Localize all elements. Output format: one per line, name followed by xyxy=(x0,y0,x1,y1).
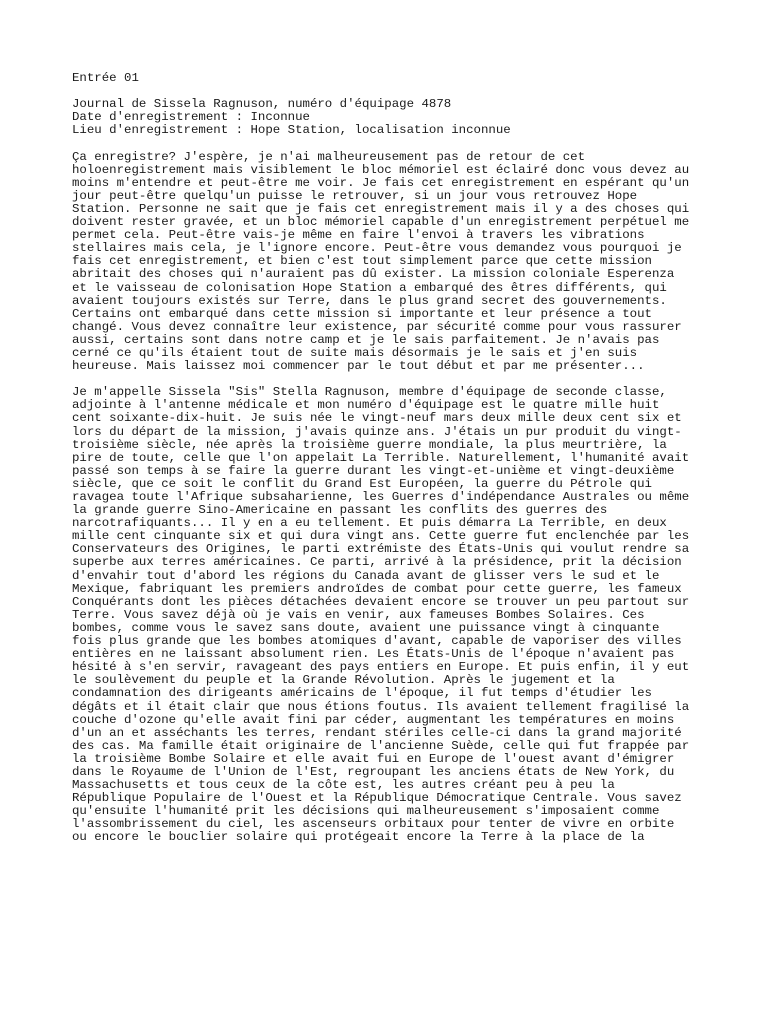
paragraph-line: doivent rester gravée, et un bloc mémoriel capable d'un enregistrement perpétuel me xyxy=(72,215,690,230)
paragraph-line: Station. Personne ne sait que je fais cet enregistrement mais il y a des choses qui xyxy=(72,201,690,216)
paragraph-line: stellaires mais cela, je l'ignore encore. Peut-être vous demandez vous pourquoi je xyxy=(72,241,682,256)
paragraph-line: le soulèvement du peuple et la Grande Révolution. Après le jugement et la xyxy=(72,673,615,688)
journal-page xyxy=(72,72,712,845)
entry-title: Entrée 01 xyxy=(72,71,139,85)
paragraph-line: bombes, comme vous le savez sans doute, avaient une puissance vingt à cinquante xyxy=(72,620,660,635)
paragraph-line: la grande guerre Sino-Americaine en passant les conflits des guerres des xyxy=(72,503,608,518)
paragraph-presentation xyxy=(72,386,712,844)
blank-line xyxy=(72,137,712,150)
paragraph-line: la troisième Bombe Solaire et elle avait fui en Europe de l'ouest avant d'émigrer xyxy=(72,751,675,766)
paragraph-line: ou encore le bouclier solaire qui protégeait encore la Terre à la place de la xyxy=(72,830,645,845)
paragraph-intro xyxy=(72,151,712,374)
paragraph-line: superbe aux terres américaines. Ce parti, arrivé à la présidence, prit la décision xyxy=(72,555,682,570)
paragraph-line: holoenregistrement mais visiblement le bloc mémoriel est éclairé donc vous devez au xyxy=(72,162,690,177)
header-record-date: Date d'enregistrement : Inconnue xyxy=(72,110,310,125)
paragraph-line: cent soixante-dix-huit. Je suis née le vingt-neuf mars deux mille deux cent six et xyxy=(72,411,682,426)
paragraph-line: pire de toute, celle que l'on appelait La Terrible. Naturellement, l'humanité avait xyxy=(72,450,690,465)
paragraph-line: dans le Royaume de l'Union de l'Est, regroupant les anciens états de New York, du xyxy=(72,764,675,779)
paragraph-line: heureuse. Mais laissez moi commencer par le tout début et par me présenter... xyxy=(72,359,645,374)
paragraph-line: moins m'entendre et peut-être me voir. Je fais cet enregistrement en espérant qu'un xyxy=(72,175,690,190)
paragraph-line: Mexique, fabriquant les premiers androïdes de combat pour cette guerre, les fameux xyxy=(72,581,682,596)
paragraph-line: Je m'appelle Sissela "Sis" Stella Ragnuson, membre d'équipage de seconde classe, xyxy=(72,385,667,400)
paragraph-line: dégâts et il était clair que nous étions foutus. Ils avaient tellement fragilisé la xyxy=(72,699,690,714)
paragraph-line: Conquérants dont les pièces détachées devaient encore se trouver un peu partout sur xyxy=(72,594,690,609)
paragraph-line: et le vaisseau de colonisation Hope Station a embarqué des êtres différents, qui xyxy=(72,280,667,295)
paragraph-line: l'assombrissement du ciel, les ascenseurs orbitaux pour tenter de vivre en orbite xyxy=(72,817,675,832)
paragraph-line: Conservateurs des Origines, le parti extrémiste des États-Unis qui voulut rendre sa xyxy=(72,542,690,557)
paragraph-line: qu'ensuite l'humanité prit les décisions qui malheureusement s'imposaient comme xyxy=(72,804,660,819)
paragraph-line: République Populaire de l'Ouest et la République Démocratique Centrale. Vous savez xyxy=(72,791,682,806)
paragraph-line: ravagea toute l'Afrique subsaharienne, les Guerres d'indépendance Australes ou même xyxy=(72,490,690,504)
paragraph-line: siècle, que ce soit le conflit du Grand Est Européen, la guerre du Pétrole qui xyxy=(72,476,652,491)
paragraph-line: fois plus grande que les bombes atomiques d'avant, capable de vaporiser des villes xyxy=(72,634,682,649)
paragraph-line: abritait des choses qui n'auraient pas dû exister. La mission coloniale Esperenza xyxy=(72,267,675,282)
paragraph-line: Massachusetts et tous ceux de la côte est, les autres créant peu à peu la xyxy=(72,778,615,793)
paragraph-line: couche d'ozone qu'elle avait fini par céder, augmentant les températures en moins xyxy=(72,712,675,727)
paragraph-line: d'envahir tout d'abord les régions du Canada avant de glisser vers le sud et le xyxy=(72,568,660,583)
paragraph-line: fais cet enregistrement, et bien c'est tout simplement parce que cette mission xyxy=(72,254,652,269)
paragraph-line: passé son temps à se faire la guerre durant les vingt-et-unième et vingt-deuxième xyxy=(72,463,675,478)
header-record-location: Lieu d'enregistrement : Hope Station, localisation inconnue xyxy=(72,123,511,138)
paragraph-line: Certains ont embarqué dans cette mission si importante et leur présence a tout xyxy=(72,306,652,321)
paragraph-line: adjointe à l'antenne médicale et mon numéro d'équipage est le quatre mille huit xyxy=(72,398,660,413)
paragraph-line: permet cela. Peut-être vais-je même en faire l'envoi à travers les vibrations xyxy=(72,228,645,243)
paragraph-line: mille cent cinquante six et qui dura vingt ans. Cette guerre fut enclenchée par les xyxy=(72,529,690,544)
paragraph-line: Ça enregistre? J'espère, je n'ai malheureusement pas de retour de cet xyxy=(72,149,586,164)
paragraph-line: lors du départ de la mission, j'avais quinze ans. J'étais un pur produit du vingt- xyxy=(72,424,682,439)
header-journal-owner: Journal de Sissela Ragnuson, numéro d'équipage 4878 xyxy=(72,97,452,112)
paragraph-line: changé. Vous devez connaître leur existence, par sécurité comme pour vous rassurer xyxy=(72,319,682,334)
journal-header xyxy=(72,98,712,137)
paragraph-line: Terre. Vous savez déjà où je vais en venir, aux fameuses Bombes Solaires. Ces xyxy=(72,607,645,622)
paragraph-line: hésité à s'en servir, ravageant des pays entiers en Europe. Et puis enfin, il y eut xyxy=(72,660,690,675)
paragraph-line: cerné ce qu'ils étaient tout de suite mais désormais je le sais et j'en suis xyxy=(72,345,638,360)
paragraph-line: des cas. Ma famille était originaire de l'ancienne Suède, celle qui fut frappée par xyxy=(72,738,690,753)
paragraph-line: condamnation des dirigeants américains de l'époque, il fut temps d'étudier les xyxy=(72,686,652,701)
paragraph-line: d'un an et asséchants les terres, rendant stériles celle-ci dans la grand majorité xyxy=(72,725,682,740)
paragraph-line: avaient toujours existés sur Terre, dans le plus grand secret des gouvernements. xyxy=(72,293,667,308)
paragraph-line: entières en ne laissant absolument rien. Les États-Unis de l'époque n'avaient pas xyxy=(72,647,675,662)
paragraph-line: troisième siècle, née après la troisième guerre mondiale, la plus meurtrière, la xyxy=(72,437,667,452)
paragraph-line: narcotrafiquants... Il y en a eu tellement. Et puis démarra La Terrible, en deux xyxy=(72,516,667,531)
paragraph-line: jour peut-être quelqu'un puisse le retrouver, si un jour vous retrouvez Hope xyxy=(72,188,638,203)
paragraph-line: aussi, certains sont dans notre camp et je le sais parfaitement. Je n'avais pas xyxy=(72,332,660,347)
